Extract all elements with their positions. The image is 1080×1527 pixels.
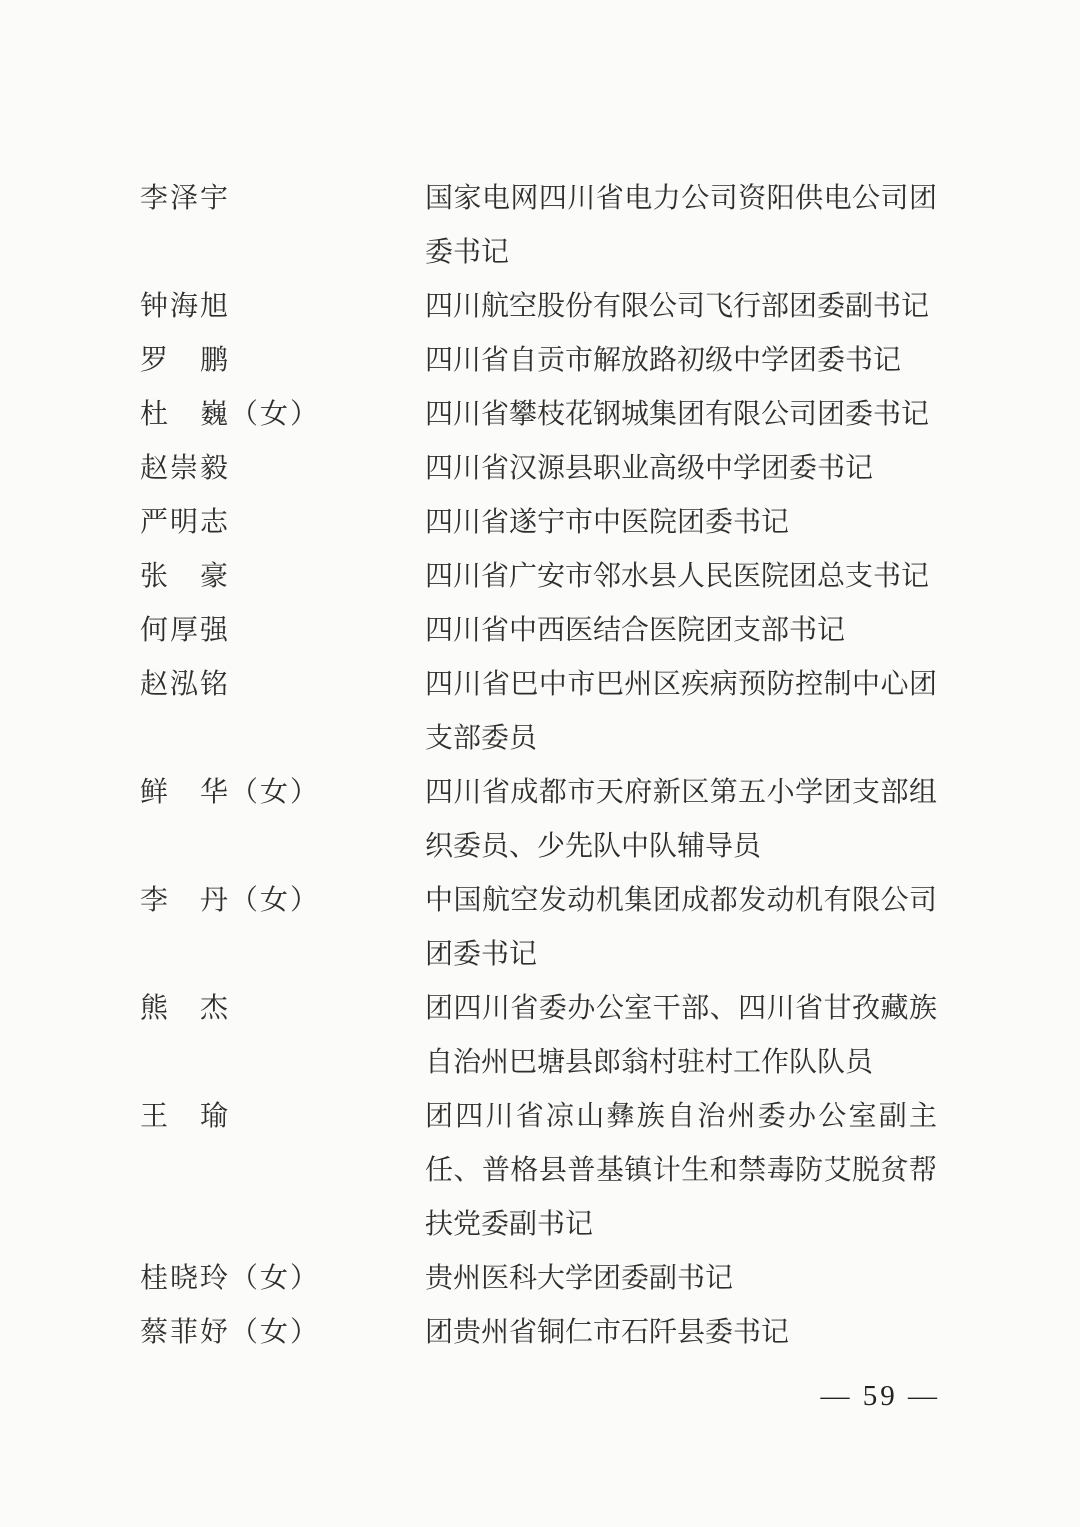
person-name: 王 瑜 (140, 1101, 231, 1132)
person-name: 李泽宇 (140, 183, 231, 214)
person-name: 严明志 (140, 507, 231, 538)
person-title: 四川省汉源县职业高级中学团委书记 (425, 453, 874, 484)
person-title: 四川省广安市邻水县人民医院团总支书记 (425, 561, 930, 592)
roster-row (140, 766, 940, 874)
roster-row (140, 388, 940, 442)
person-title: 四川航空股份有限公司飞行部团委副书记 (425, 291, 930, 322)
roster-row (140, 550, 940, 604)
person-name: 赵崇毅 (140, 453, 231, 484)
roster-row (140, 1306, 940, 1360)
person-name: 罗 鹏 (140, 345, 231, 376)
person-name: 钟海旭 (140, 291, 231, 322)
person-name: 鲜 华（女） (140, 777, 321, 808)
person-title: 中国航空发动机集团成都发动机有限公司团委书记 (425, 885, 937, 970)
person-name: 张 豪 (140, 561, 231, 592)
roster-row (140, 1090, 940, 1252)
person-title: 国家电网四川省电力公司资阳供电公司团委书记 (425, 183, 937, 268)
roster-row (140, 982, 940, 1090)
roster-row (140, 496, 940, 550)
page-number: — 59 — (820, 1380, 940, 1412)
person-title: 团四川省委办公室干部、四川省甘孜藏族自治州巴塘县郎翁村驻村工作队队员 (425, 993, 937, 1078)
person-title: 团四川省凉山彝族自治州委办公室副主任、普格县普基镇计生和禁毒防艾脱贫帮扶党委副书记 (425, 1101, 937, 1240)
person-title: 四川省中西医结合医院团支部书记 (425, 615, 846, 646)
person-name: 杜 巍（女） (140, 399, 321, 430)
roster-row (140, 604, 940, 658)
person-name: 蔡菲妤（女） (140, 1317, 321, 1348)
roster-row (140, 442, 940, 496)
person-title: 四川省自贡市解放路初级中学团委书记 (425, 345, 902, 376)
person-title: 四川省成都市天府新区第五小学团支部组织委员、少先队中队辅导员 (425, 777, 937, 862)
person-title: 贵州医科大学团委副书记 (425, 1263, 734, 1294)
person-title: 四川省巴中市巴州区疾病预防控制中心团支部委员 (425, 669, 937, 754)
person-title: 四川省遂宁市中医院团委书记 (425, 507, 790, 538)
person-title: 四川省攀枝花钢城集团有限公司团委书记 (425, 399, 930, 430)
roster-row (140, 280, 940, 334)
roster-row (140, 658, 940, 766)
person-name: 李 丹（女） (140, 885, 321, 916)
person-name: 何厚强 (140, 615, 231, 646)
person-name: 赵泓铭 (140, 669, 231, 700)
roster-row (140, 334, 940, 388)
roster-row (140, 874, 940, 982)
person-title: 团贵州省铜仁市石阡县委书记 (425, 1317, 790, 1348)
roster-row (140, 1252, 940, 1306)
person-name: 桂晓玲（女） (140, 1263, 321, 1294)
roster-row (140, 172, 940, 280)
person-name: 熊 杰 (140, 993, 231, 1024)
